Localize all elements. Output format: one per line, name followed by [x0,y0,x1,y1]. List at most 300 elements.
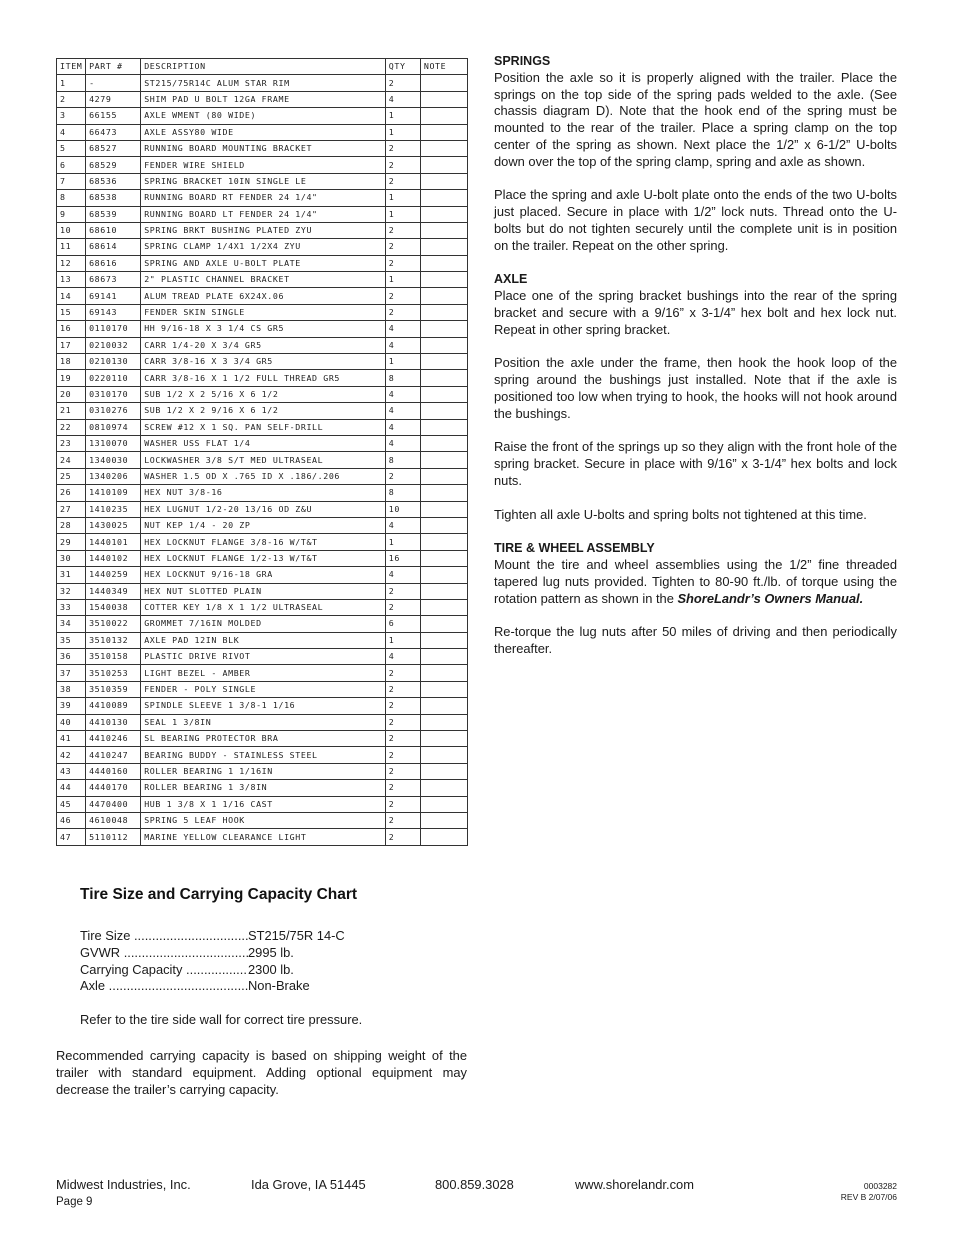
qty-cell: 4 [385,567,420,583]
qty-cell: 4 [385,337,420,353]
qty-cell: 1 [385,632,420,648]
header-item: ITEM [57,59,86,75]
description-cell: SPRING AND AXLE U-BOLT PLATE [141,255,386,271]
table-row [57,632,468,648]
table-row [57,370,468,386]
footer-company: Midwest Industries, Inc. [56,1177,191,1192]
qty-cell: 1 [385,272,420,288]
description-cell: LOCKWASHER 3/8 S/T MED ULTRASEAL [141,452,386,468]
item-cell: 22 [57,419,86,435]
note-cell [420,567,467,583]
part-number-cell: 1410235 [86,501,141,517]
item-cell: 39 [57,698,86,714]
qty-cell: 2 [385,731,420,747]
note-cell [420,468,467,484]
description-cell: SPRING CLAMP 1/4X1 1/2X4 ZYU [141,239,386,255]
description-cell: HEX LOCKNUT 9/16-18 GRA [141,567,386,583]
note-cell [420,157,467,173]
item-cell: 29 [57,534,86,550]
note-cell [420,222,467,238]
part-number-cell: 1340030 [86,452,141,468]
item-cell: 19 [57,370,86,386]
description-cell: LIGHT BEZEL - AMBER [141,665,386,681]
qty-cell: 2 [385,599,420,615]
table-row [57,731,468,747]
qty-cell: 4 [385,321,420,337]
table-row [57,501,468,517]
description-cell: ROLLER BEARING 1 1/16IN [141,763,386,779]
description-cell: HUB 1 3/8 X 1 1/16 CAST [141,796,386,812]
part-number-cell: 69143 [86,304,141,320]
parts-list-table [56,58,468,846]
table-row [57,812,468,828]
tire-chart-title: Tire Size and Carrying Capacity Chart [80,886,358,903]
tire-spec-row [80,928,440,945]
description-cell: WASHER USS FLAT 1/4 [141,435,386,451]
springs-heading: SPRINGS [494,54,551,68]
qty-cell: 2 [385,796,420,812]
item-cell: 41 [57,731,86,747]
note-cell [420,272,467,288]
part-number-cell: 68538 [86,190,141,206]
item-cell: 40 [57,714,86,730]
description-cell: RUNNING BOARD MOUNTING BRACKET [141,140,386,156]
qty-cell: 2 [385,812,420,828]
table-row [57,157,468,173]
qty-cell: 2 [385,255,420,271]
qty-cell: 4 [385,386,420,402]
part-number-cell: 4410247 [86,747,141,763]
item-cell: 6 [57,157,86,173]
note-cell [420,91,467,107]
note-cell [420,419,467,435]
note-cell [420,517,467,533]
part-number-cell: 5110112 [86,829,141,845]
description-cell: SUB 1/2 X 2 5/16 X 6 1/2 [141,386,386,402]
item-cell: 35 [57,632,86,648]
note-cell [420,550,467,566]
qty-cell: 1 [385,124,420,140]
part-number-cell: 68610 [86,222,141,238]
part-number-cell: 3510158 [86,649,141,665]
note-cell [420,321,467,337]
note-cell [420,665,467,681]
description-cell: MARINE YELLOW CLEARANCE LIGHT [141,829,386,845]
table-row [57,222,468,238]
item-cell: 46 [57,812,86,828]
part-number-cell: 4279 [86,91,141,107]
item-cell: 33 [57,599,86,615]
table-row [57,91,468,107]
axle-paragraph-2: Position the axle under the frame, then hook the hook loop of the spring around the bushings just installed. Note that if the axle is positioned too low when trying to hook, the hooks will not hook around the bushings. [494,355,897,421]
description-cell: GROMMET 7/16IN MOLDED [141,616,386,632]
item-cell: 24 [57,452,86,468]
qty-cell: 2 [385,222,420,238]
item-cell: 36 [57,649,86,665]
table-row [57,583,468,599]
qty-cell: 4 [385,649,420,665]
part-number-cell: 4410246 [86,731,141,747]
footer-revision: REV B 2/07/06 [840,1192,897,1202]
description-cell: ST215/75R14C ALUM STAR RIM [141,75,386,91]
axle-paragraph-4: Tighten all axle U-bolts and spring bolts not tightened at this time. [494,506,867,522]
springs-paragraph-1: Position the axle so it is properly aligned with the trailer. Place the springs on the top side of the spring pads welded to the axle. (See chassis diagram D). Note that the hook end of the spring must be mounted to the rear of the trailer. Place a spring clamp on the top center of the spring as shown. Next place the 1/2” x 6-1/2” U-bolts down over the top of the spring clamp, spring and axle as shown. [494,69,897,169]
part-number-cell: 0220110 [86,370,141,386]
qty-cell: 2 [385,140,420,156]
description-cell: BEARING BUDDY - STAINLESS STEEL [141,747,386,763]
note-cell [420,435,467,451]
item-cell: 1 [57,75,86,91]
footer-phone: 800.859.3028 [435,1177,514,1192]
tire-spec-value: ST215/75R 14-C [248,928,345,943]
note-cell [420,255,467,271]
table-row [57,485,468,501]
note-cell [420,731,467,747]
item-cell: 10 [57,222,86,238]
item-cell: 23 [57,435,86,451]
item-cell: 21 [57,403,86,419]
note-cell [420,370,467,386]
note-cell [420,616,467,632]
description-cell: FENDER WIRE SHIELD [141,157,386,173]
part-number-cell: 4440160 [86,763,141,779]
instructions-column [494,53,897,674]
tire-wheel-paragraph-2: Re-torque the lug nuts after 50 miles of driving and then periodically thereafter. [494,624,897,656]
part-number-cell: 68616 [86,255,141,271]
part-number-cell: 3510253 [86,665,141,681]
qty-cell: 6 [385,616,420,632]
qty-cell: 1 [385,354,420,370]
part-number-cell: 4610048 [86,812,141,828]
table-row [57,681,468,697]
item-cell: 44 [57,780,86,796]
note-cell [420,829,467,845]
item-cell: 8 [57,190,86,206]
qty-cell: 4 [385,435,420,451]
note-cell [420,206,467,222]
item-cell: 20 [57,386,86,402]
part-number-cell: 68539 [86,206,141,222]
qty-cell: 16 [385,550,420,566]
item-cell: 31 [57,567,86,583]
tire-spec-label: Carrying Capacity ..... [80,962,248,979]
note-cell [420,796,467,812]
tire-spec-row [80,978,440,995]
qty-cell: 2 [385,829,420,845]
table-row [57,714,468,730]
table-row [57,780,468,796]
qty-cell: 2 [385,780,420,796]
part-number-cell: 68673 [86,272,141,288]
footer-website[interactable]: www.shorelandr.com [575,1177,694,1192]
note-cell [420,288,467,304]
table-row [57,321,468,337]
part-number-cell: 1440102 [86,550,141,566]
item-cell: 16 [57,321,86,337]
note-cell [420,173,467,189]
table-row [57,108,468,124]
description-cell: SCREW #12 X 1 SQ. PAN SELF-DRILL [141,419,386,435]
description-cell: COTTER KEY 1/8 X 1 1/2 ULTRASEAL [141,599,386,615]
table-row [57,796,468,812]
table-row [57,239,468,255]
note-cell [420,632,467,648]
description-cell: FENDER - POLY SINGLE [141,681,386,697]
item-cell: 32 [57,583,86,599]
qty-cell: 8 [385,485,420,501]
table-row [57,534,468,550]
item-cell: 26 [57,485,86,501]
tire-spec-row [80,945,440,962]
qty-cell: 2 [385,75,420,91]
item-cell: 4 [57,124,86,140]
table-row [57,386,468,402]
description-cell: AXLE WMENT (80 WIDE) [141,108,386,124]
description-cell: SHIM PAD U BOLT 12GA FRAME [141,91,386,107]
qty-cell: 2 [385,665,420,681]
table-row [57,452,468,468]
item-cell: 11 [57,239,86,255]
note-cell [420,239,467,255]
table-row [57,599,468,615]
owners-manual-reference: ShoreLandr’s Owners Manual. [677,590,864,606]
qty-cell: 2 [385,763,420,779]
item-cell: 27 [57,501,86,517]
tire-wheel-heading: TIRE & WHEEL ASSEMBLY [494,541,655,556]
description-cell: SPRING BRACKET 10IN SINGLE LE [141,173,386,189]
part-number-cell: 66473 [86,124,141,140]
part-number-cell: 4410130 [86,714,141,730]
item-cell: 34 [57,616,86,632]
description-cell: CARR 3/8-16 X 1 1/2 FULL THREAD GR5 [141,370,386,386]
item-cell: 2 [57,91,86,107]
parts-table-body [57,75,468,845]
header-description: DESCRIPTION [141,59,386,75]
note-cell [420,140,467,156]
qty-cell: 4 [385,403,420,419]
qty-cell: 4 [385,91,420,107]
qty-cell: 2 [385,747,420,763]
note-cell [420,812,467,828]
part-number-cell: 0210130 [86,354,141,370]
description-cell: HEX NUT 3/8-16 [141,485,386,501]
note-cell [420,354,467,370]
note-cell [420,75,467,91]
qty-cell: 2 [385,304,420,320]
qty-cell: 4 [385,517,420,533]
description-cell: WASHER 1.5 OD X .765 ID X .186/.206 [141,468,386,484]
table-row [57,354,468,370]
note-cell [420,452,467,468]
table-row [57,337,468,353]
table-row [57,272,468,288]
part-number-cell: 1440259 [86,567,141,583]
part-number-cell: 3510022 [86,616,141,632]
table-row [57,75,468,91]
part-number-cell: 66155 [86,108,141,124]
tire-spec-label: Axle ..... [80,978,248,995]
qty-cell: 2 [385,698,420,714]
item-cell: 3 [57,108,86,124]
qty-cell: 1 [385,108,420,124]
item-cell: 15 [57,304,86,320]
table-row [57,255,468,271]
item-cell: 45 [57,796,86,812]
description-cell: 2" PLASTIC CHANNEL BRACKET [141,272,386,288]
description-cell: SL BEARING PROTECTOR BRA [141,731,386,747]
tire-spec-label: GVWR ..... [80,945,248,962]
part-number-cell: 0210032 [86,337,141,353]
description-cell: ALUM TREAD PLATE 6X24X.06 [141,288,386,304]
part-number-cell: 0310170 [86,386,141,402]
capacity-note: Recommended carrying capacity is based on shipping weight of the trailer with standard equipment. Adding optional equipment may decrease the trailer’s carrying capacity. [56,1048,467,1097]
description-cell: HEX LUGNUT 1/2-20 13/16 OD Z&U [141,501,386,517]
item-cell: 13 [57,272,86,288]
description-cell: HEX NUT SLOTTED PLAIN [141,583,386,599]
table-row [57,665,468,681]
description-cell: CARR 1/4-20 X 3/4 GR5 [141,337,386,353]
note-cell [420,304,467,320]
qty-cell: 2 [385,157,420,173]
axle-heading: AXLE [494,272,528,287]
header-qty: QTY [385,59,420,75]
description-cell: NUT KEP 1/4 - 20 ZP [141,517,386,533]
description-cell: PLASTIC DRIVE RIVOT [141,649,386,665]
footer-page-number: Page 9 [56,1196,93,1208]
note-cell [420,698,467,714]
qty-cell: 2 [385,714,420,730]
part-number-cell: 68536 [86,173,141,189]
note-cell [420,714,467,730]
note-cell [420,108,467,124]
item-cell: 5 [57,140,86,156]
part-number-cell: 4410089 [86,698,141,714]
part-number-cell: 68527 [86,140,141,156]
part-number-cell: 3510359 [86,681,141,697]
description-cell: HEX LOCKNUT FLANGE 3/8-16 W/T&T [141,534,386,550]
table-row [57,435,468,451]
item-cell: 14 [57,288,86,304]
item-cell: 42 [57,747,86,763]
description-cell: SPRING BRKT BUSHING PLATED ZYU [141,222,386,238]
qty-cell: 8 [385,370,420,386]
tire-spec-value: 2300 lb. [248,961,294,977]
footer-city: Ida Grove, IA 51445 [251,1177,366,1192]
qty-cell: 1 [385,190,420,206]
qty-cell: 8 [385,452,420,468]
item-cell: 18 [57,354,86,370]
item-cell: 12 [57,255,86,271]
table-row [57,829,468,845]
part-number-cell: 69141 [86,288,141,304]
note-cell [420,649,467,665]
axle-paragraph-3: Raise the front of the springs up so they align with the front hole of the spring bracket. Secure in place with 9/16” x 3-1/4” hex bolts and lock nuts. [494,439,897,488]
tire-spec-value: Non-Brake [248,978,310,994]
part-number-cell: 1340206 [86,468,141,484]
part-number-cell: 1430025 [86,517,141,533]
tire-wheel-paragraph-1 [494,557,897,607]
qty-cell: 2 [385,681,420,697]
note-cell [420,337,467,353]
description-cell: ROLLER BEARING 1 3/8IN [141,780,386,796]
item-cell: 30 [57,550,86,566]
part-number-cell: 0110170 [86,321,141,337]
table-row [57,468,468,484]
description-cell: CARR 3/8-16 X 3 3/4 GR5 [141,354,386,370]
item-cell: 43 [57,763,86,779]
note-cell [420,485,467,501]
description-cell: SUB 1/2 X 2 9/16 X 6 1/2 [141,403,386,419]
table-row [57,190,468,206]
springs-paragraph-2: Place the spring and axle U-bolt plate onto the ends of the two U-bolts just placed. Secure in place with 1/2” lock nuts. Thread onto the U-bolts but do not tighten securely until the complete unit is in position on the trailer. Repeat on the other spring. [494,187,897,253]
table-row [57,403,468,419]
tire-spec-value: 2995 lb. [248,944,294,960]
note-cell [420,124,467,140]
tire-spec-label: Tire Size ..... [80,928,248,945]
item-cell: 47 [57,829,86,845]
note-cell [420,190,467,206]
item-cell: 37 [57,665,86,681]
header-note: NOTE [420,59,467,75]
table-row [57,140,468,156]
part-number-cell: 1440349 [86,583,141,599]
table-row [57,517,468,533]
description-cell: RUNNING BOARD RT FENDER 24 1/4" [141,190,386,206]
description-cell: SPINDLE SLEEVE 1 3/8-1 1/16 [141,698,386,714]
qty-cell: 1 [385,206,420,222]
qty-cell: 2 [385,173,420,189]
table-row [57,763,468,779]
part-number-cell: 68529 [86,157,141,173]
description-cell: SPRING 5 LEAF HOOK [141,812,386,828]
part-number-cell: 1310070 [86,435,141,451]
note-cell [420,747,467,763]
item-cell: 9 [57,206,86,222]
note-cell [420,583,467,599]
description-cell: HEX LOCKNUT FLANGE 1/2-13 W/T&T [141,550,386,566]
qty-cell: 2 [385,288,420,304]
footer-doc-number: 0003282 [863,1181,897,1191]
table-row [57,616,468,632]
qty-cell: 2 [385,239,420,255]
part-number-cell: 0310276 [86,403,141,419]
part-number-cell: 0810974 [86,419,141,435]
description-cell: AXLE PAD 12IN BLK [141,632,386,648]
parts-table-header-row [57,59,468,75]
note-cell [420,501,467,517]
table-row [57,173,468,189]
part-number-cell: - [86,75,141,91]
part-number-cell: 4470400 [86,796,141,812]
table-row [57,747,468,763]
item-cell: 7 [57,173,86,189]
part-number-cell: 68614 [86,239,141,255]
tire-spec-row [80,962,440,979]
part-number-cell: 1410109 [86,485,141,501]
note-cell [420,780,467,796]
tire-wheel-text: Mount the tire and wheel assemblies using the 1/2” fine threaded tapered lug nuts provided. Tighten to 80-90 ft./lb. of torque using the rotation pattern as shown in the [494,556,897,606]
description-cell: AXLE ASSY80 WIDE [141,124,386,140]
item-cell: 38 [57,681,86,697]
tire-pressure-note: Refer to the tire side wall for correct tire pressure. [80,1012,363,1027]
description-cell: FENDER SKIN SINGLE [141,304,386,320]
note-cell [420,534,467,550]
note-cell [420,386,467,402]
table-row [57,288,468,304]
note-cell [420,403,467,419]
table-row [57,206,468,222]
item-cell: 25 [57,468,86,484]
